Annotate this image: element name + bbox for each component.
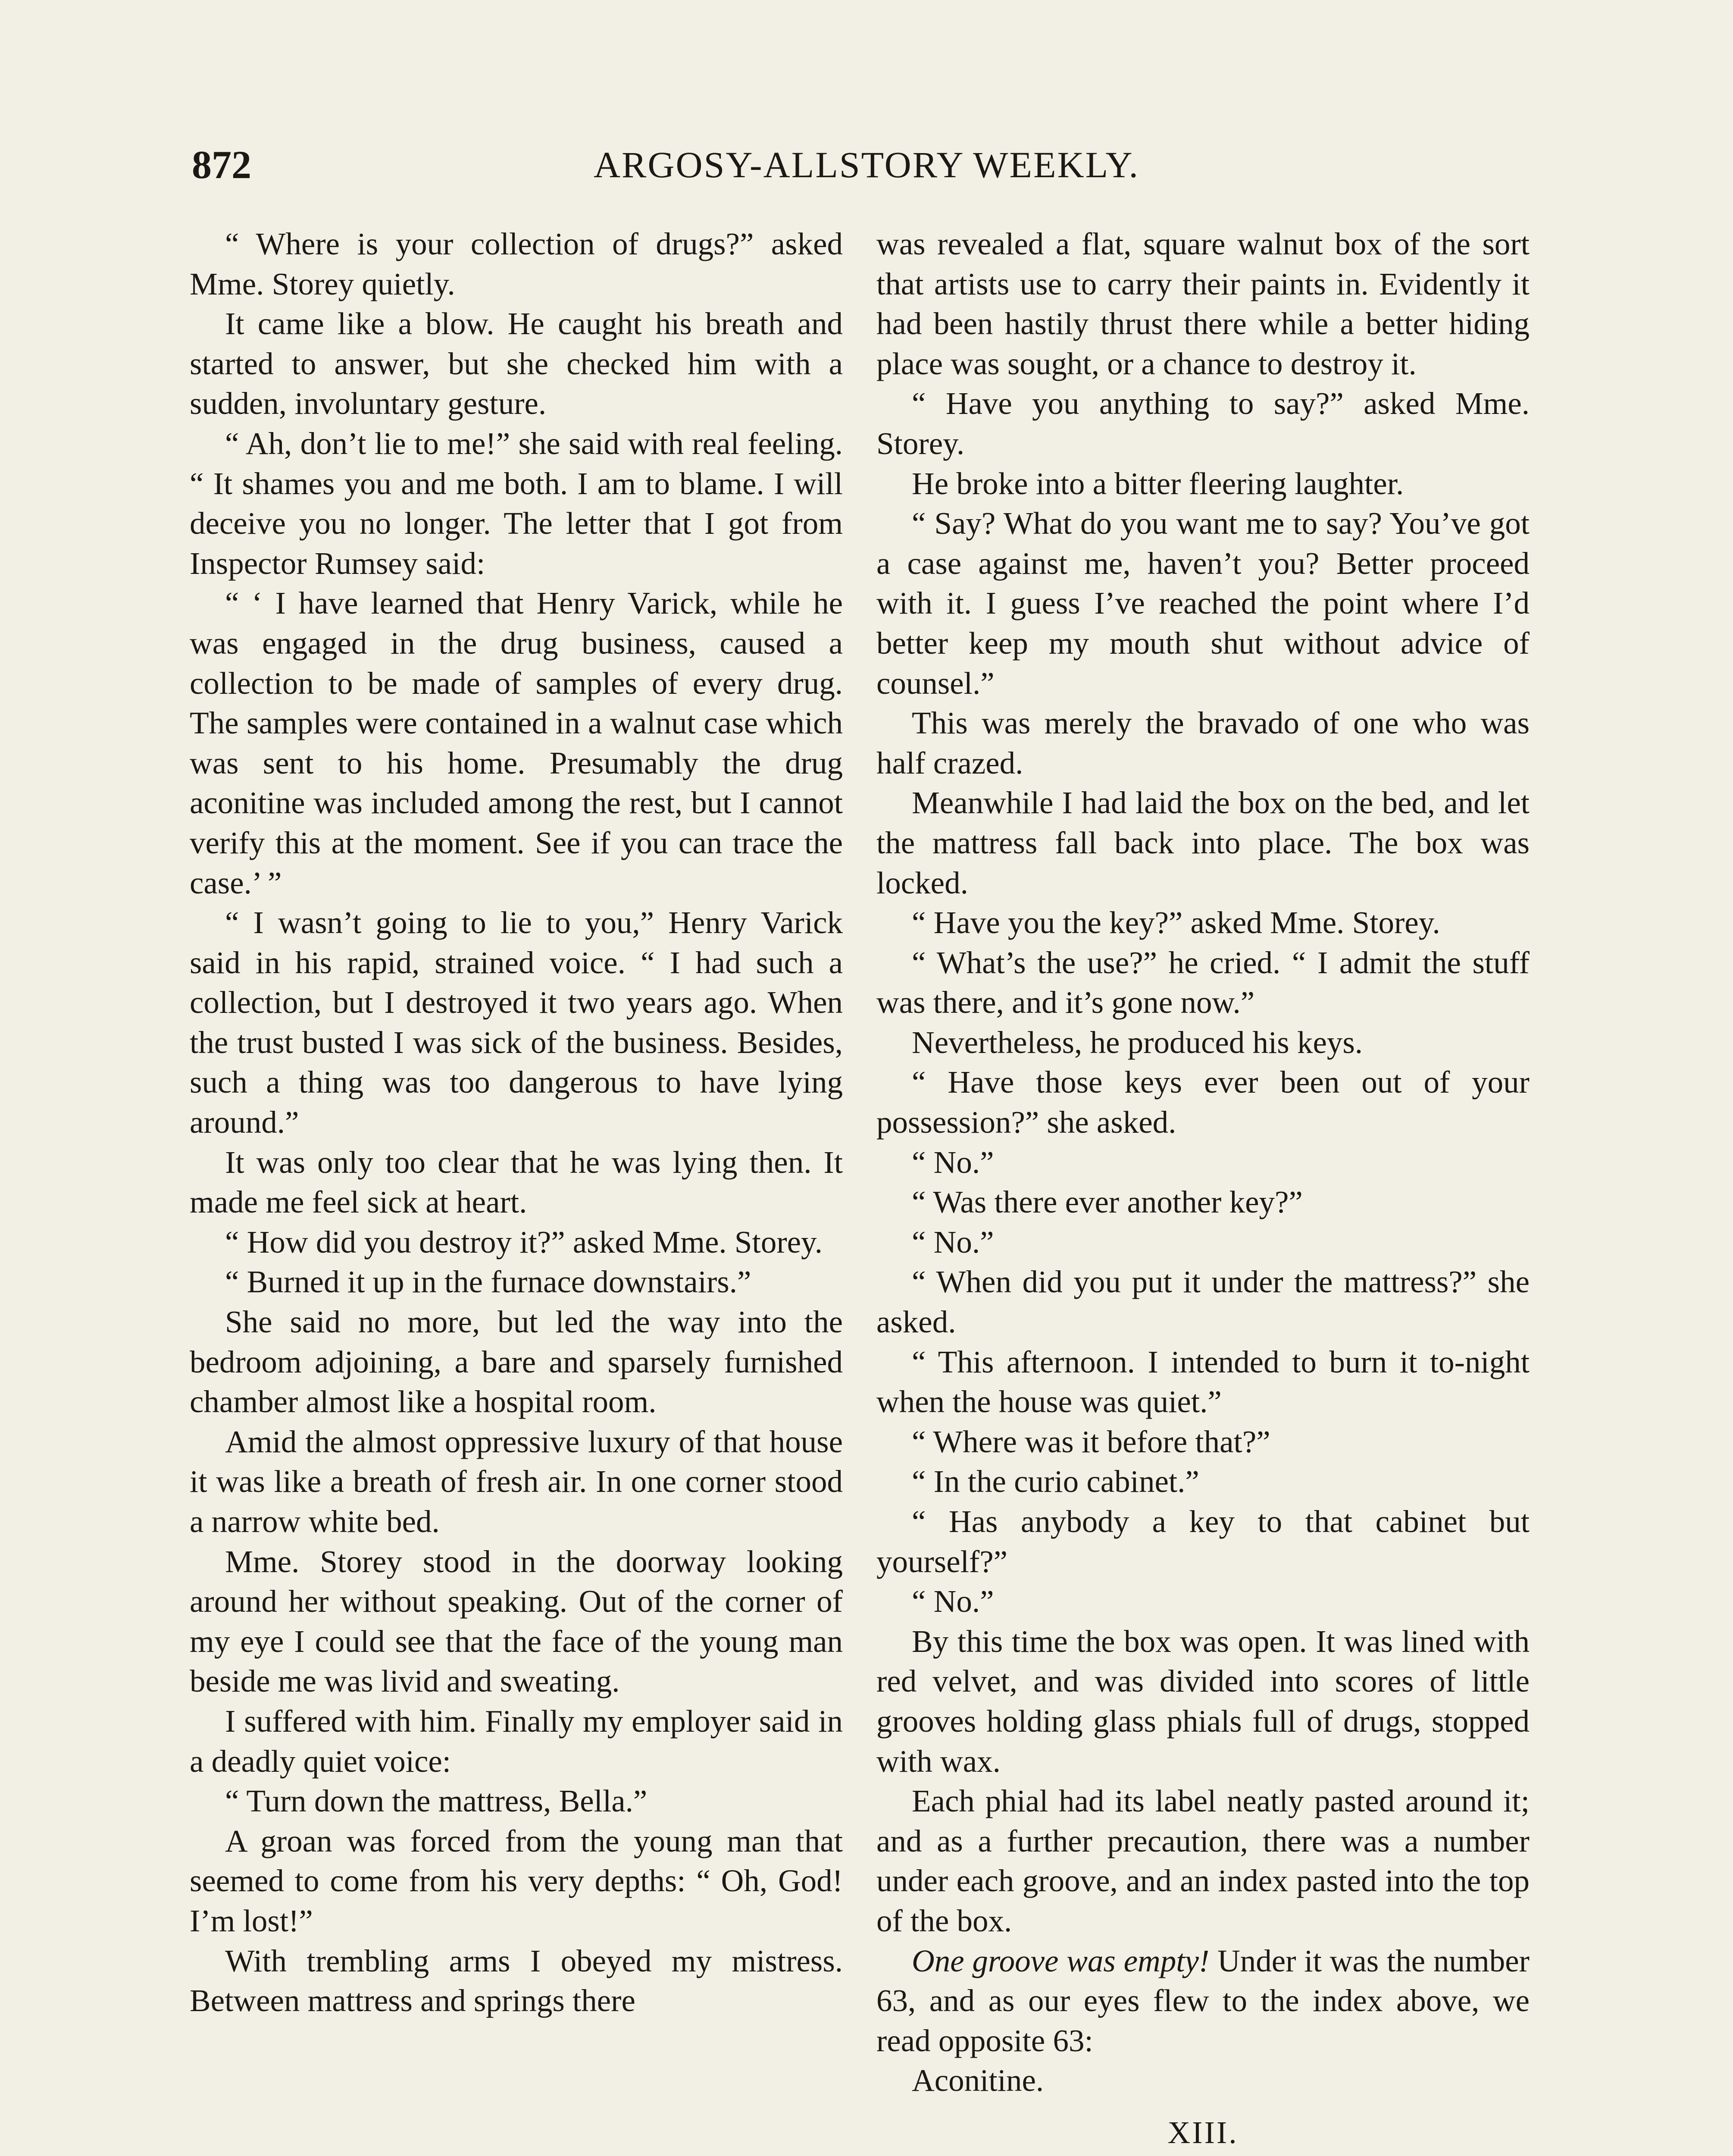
paragraph: “ Have you anything to say?” asked Mme. Storey. bbox=[876, 386, 1530, 461]
paragraph: “ Burned it up in the furnace downstairs.” bbox=[225, 1264, 751, 1300]
paragraph: “ When did you put it under the mattress?” she asked. bbox=[876, 1264, 1530, 1340]
paragraph: This was merely the bravado of one who was half crazed. bbox=[876, 705, 1530, 780]
paragraph: Aconitine. bbox=[912, 2063, 1044, 2098]
paragraph-emphasis bbox=[876, 1941, 1530, 2061]
paragraph: “ Have you the key?” asked Mme. Storey. bbox=[912, 905, 1440, 940]
paragraph: She said no more, but led the way into the bedroom adjoining, a bare and sparsely furnished chamber almost like a hospital room. bbox=[190, 1304, 843, 1420]
paragraph: “ Have those keys ever been out of your possession?” she asked. bbox=[876, 1065, 1530, 1140]
paragraph: “ Where was it before that?” bbox=[912, 1424, 1270, 1459]
paragraph: “ What’s the use?” he cried. “ I admit the stuff was there, and it’s gone now.” bbox=[876, 945, 1530, 1020]
paragraph: “ Was there ever another key?” bbox=[912, 1185, 1303, 1220]
left-column bbox=[190, 224, 843, 2021]
paragraph: I suffered with him. Finally my employer said in a deadly quiet voice: bbox=[190, 1703, 843, 1779]
paragraph: “ No.” bbox=[912, 1144, 994, 1180]
paragraph: “ How did you destroy it?” asked Mme. Storey. bbox=[225, 1224, 823, 1260]
paragraph: “ Has anybody a key to that cabinet but yourself?” bbox=[876, 1504, 1530, 1579]
paragraph: “ Where is your collection of drugs?” asked Mme. Storey quietly. bbox=[190, 226, 843, 301]
paragraph: It came like a blow. He caught his breath and started to answer, but she checked him with a sudden, involuntary gesture. bbox=[190, 306, 843, 421]
paragraph: “ No.” bbox=[912, 1584, 994, 1619]
paragraph: Each phial had its label neatly pasted around it; and as a further precaution, there was a number under each groove, and an index pasted into the top of the box. bbox=[876, 1783, 1530, 1938]
running-head: ARGOSY-ALLSTORY WEEKLY. bbox=[593, 144, 1140, 185]
page-header bbox=[192, 139, 1541, 199]
paragraph: Nevertheless, he produced his keys. bbox=[912, 1025, 1363, 1060]
paragraph: It was only too clear that he was lying then. It made me feel sick at heart. bbox=[190, 1144, 843, 1220]
paragraph: Mme. Storey stood in the doorway looking around her without speaking. Out of the corner of my eye I could see that the face of the young man beside me was livid and sweating. bbox=[190, 1544, 843, 1699]
chapter-heading: XIII. bbox=[1167, 2115, 1239, 2150]
paragraph: “ No.” bbox=[912, 1224, 994, 1260]
paragraph: “ In the curio cabinet.” bbox=[912, 1464, 1199, 1499]
paragraph: “ Turn down the mattress, Bella.” bbox=[225, 1783, 648, 1819]
paragraph-continuation: was revealed a flat, square walnut box of the sort that artists use to carry their paints in. Evidently it had been hastily thrust there while a better hiding place was sought, or a chance to destroy it. bbox=[876, 226, 1530, 381]
paragraph: “ Say? What do you want me to say? You’ve got a case against me, haven’t you? Better proceed with it. I guess I’ve reached the point where I’d better keep my mouth shut without advice of counsel.” bbox=[876, 506, 1530, 701]
paragraph-rest: Under it was the number 63, and as our eyes flew to the index above, we read opposite 63: bbox=[876, 1943, 1530, 2058]
paragraph: Amid the almost oppressive luxury of that house it was like a breath of fresh air. In one corner stood a narrow white bed. bbox=[190, 1424, 843, 1539]
italic-text: One groove was empty! bbox=[912, 1943, 1210, 1978]
paragraph: Meanwhile I had laid the box on the bed, and let the mattress fall back into place. The box was locked. bbox=[876, 785, 1530, 900]
paragraph: “ This afternoon. I intended to burn it to-night when the house was quiet.” bbox=[876, 1344, 1530, 1420]
page-number: 872 bbox=[192, 143, 251, 187]
paragraph: With trembling arms I obeyed my mistress. Between mattress and springs there bbox=[190, 1943, 843, 2018]
paragraph: “ ‘ I have learned that Henry Varick, while he was engaged in the drug business, caused a collection to be made of samples of every drug. The samples were contained in a walnut case which was sent to his home. Presumably the drug aconitine was included among the rest, but I cannot verify this at the moment. See if you can trace the case.’ ” bbox=[190, 586, 843, 900]
paragraph: “ Ah, don’t lie to me!” she said with real feeling. “ It shames you and me both. I am to blame. I will deceive you no longer. The letter that I got from Inspector Rumsey said: bbox=[190, 426, 843, 581]
paragraph: “ I wasn’t going to lie to you,” Henry Varick said in his rapid, strained voice. “ I had such a collection, but I destroyed it two years ago. When the trust busted I was sick of the business. Besides, such a thing was too dangerous to have lying around.” bbox=[190, 905, 843, 1140]
paragraph: He broke into a bitter fleering laughter. bbox=[912, 466, 1404, 501]
paragraph: A groan was forced from the young man that seemed to come from his very depths: “ Oh, God! I’m lost!” bbox=[190, 1823, 843, 1938]
right-column bbox=[876, 224, 1530, 2156]
paragraph: By this time the box was open. It was lined with red velvet, and was divided into scores of little grooves holding glass phials full of drugs, stopped with wax. bbox=[876, 1623, 1530, 1779]
